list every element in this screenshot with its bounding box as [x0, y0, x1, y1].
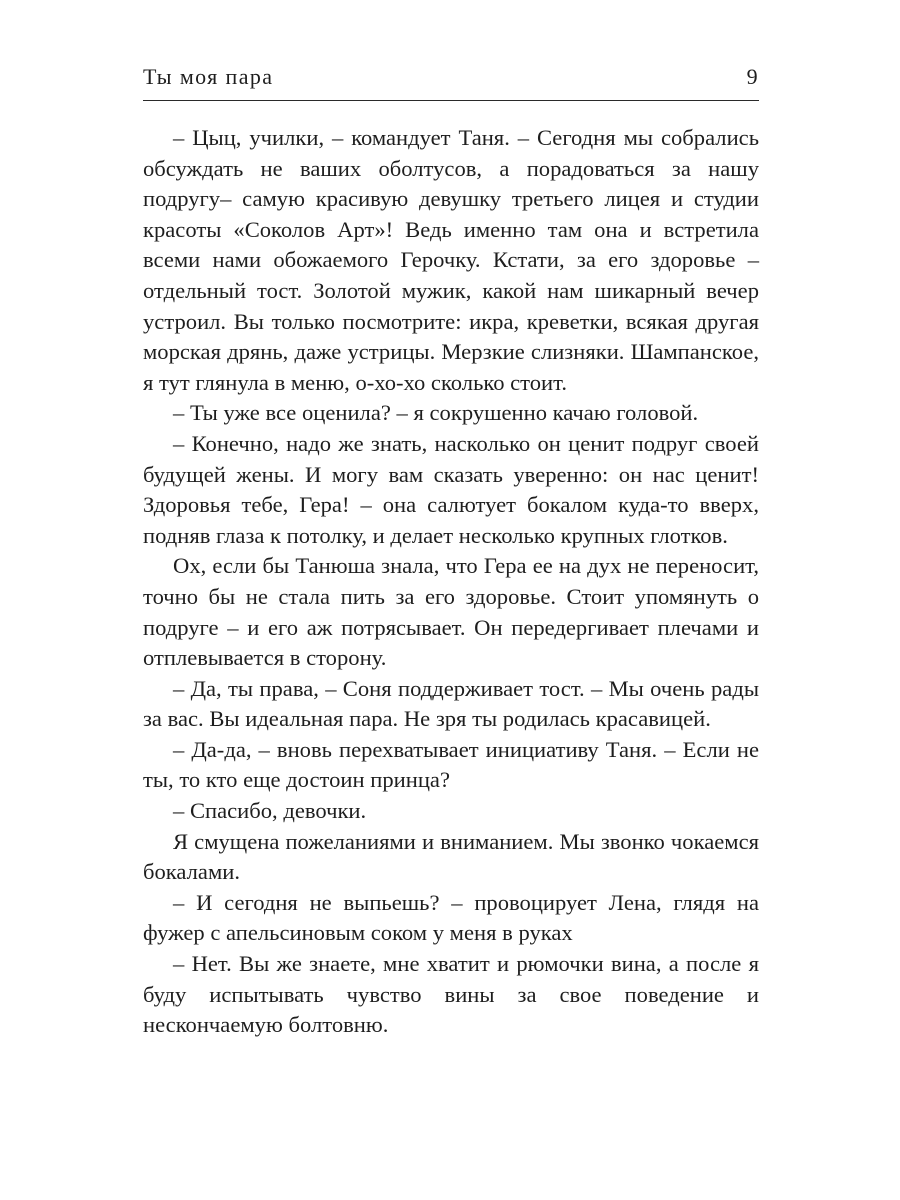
- paragraph: – Ты уже все оценила? – я сокрушенно качаю головой.: [173, 400, 699, 426]
- paragraph: Ох, если бы Танюша знала, что Гера ее на дух не переносит, точно бы не стала пить за его здоровье. Стоит упомянуть о подруге – и его аж потрясывает. Он передергивает плечами и отплевывается в сторону.: [143, 553, 759, 671]
- page-number: 9: [746, 64, 759, 89]
- running-header: [143, 62, 759, 101]
- paragraph: – Цыц, училки, – командует Таня. – Сегодня мы собрались обсуждать не ваших оболтусов, а порадоваться за нашу подругу– самую красивую девушку третьего лицея и студии красоты «Соколов Арт»! Ведь именно там она и встретила всеми нами обожаемого Герочку. Кстати, за его здоровье – отдельный тост. Золотой мужик, какой нам шикарный вечер устроил. Вы только посмотрите: икра, креветки, всякая другая морская дрянь, даже устрицы. Мерзкие слизняки. Шампанское, я тут глянула в меню, о-хо-хо сколько стоит.: [143, 125, 759, 395]
- paragraph: – Спасибо, девочки.: [173, 798, 367, 824]
- paragraph: – Конечно, надо же знать, насколько он ценит подруг своей будущей жены. И могу вам сказать уверенно: он нас ценит! Здоровья тебе, Гера! – она салютует бокалом куда-то вверх, подняв глаза к потолку, и делает несколько крупных глотков.: [143, 430, 759, 548]
- body-text: [143, 123, 759, 1041]
- book-page: [143, 62, 759, 1041]
- paragraph: – Да-да, – вновь перехватывает инициативу Таня. – Если не ты, то кто еще достоин принца?: [143, 736, 759, 793]
- paragraph: Я смущена пожеланиями и вниманием. Мы звонко чокаемся бокалами.: [143, 828, 759, 885]
- book-title: Ты моя пара: [143, 64, 274, 89]
- paragraph: – Нет. Вы же знаете, мне хватит и рюмочки вина, а после я буду испытывать чувство вины за свое поведение и нескончаемую болтовню.: [143, 951, 759, 1038]
- paragraph: – Да, ты права, – Соня поддерживает тост. – Мы очень рады за вас. Вы идеальная пара. Не зря ты родилась красавицей.: [143, 675, 759, 732]
- paragraph: – И сегодня не выпьешь? – провоцирует Лена, глядя на фужер с апельсиновым соком у меня в руках: [143, 889, 759, 946]
